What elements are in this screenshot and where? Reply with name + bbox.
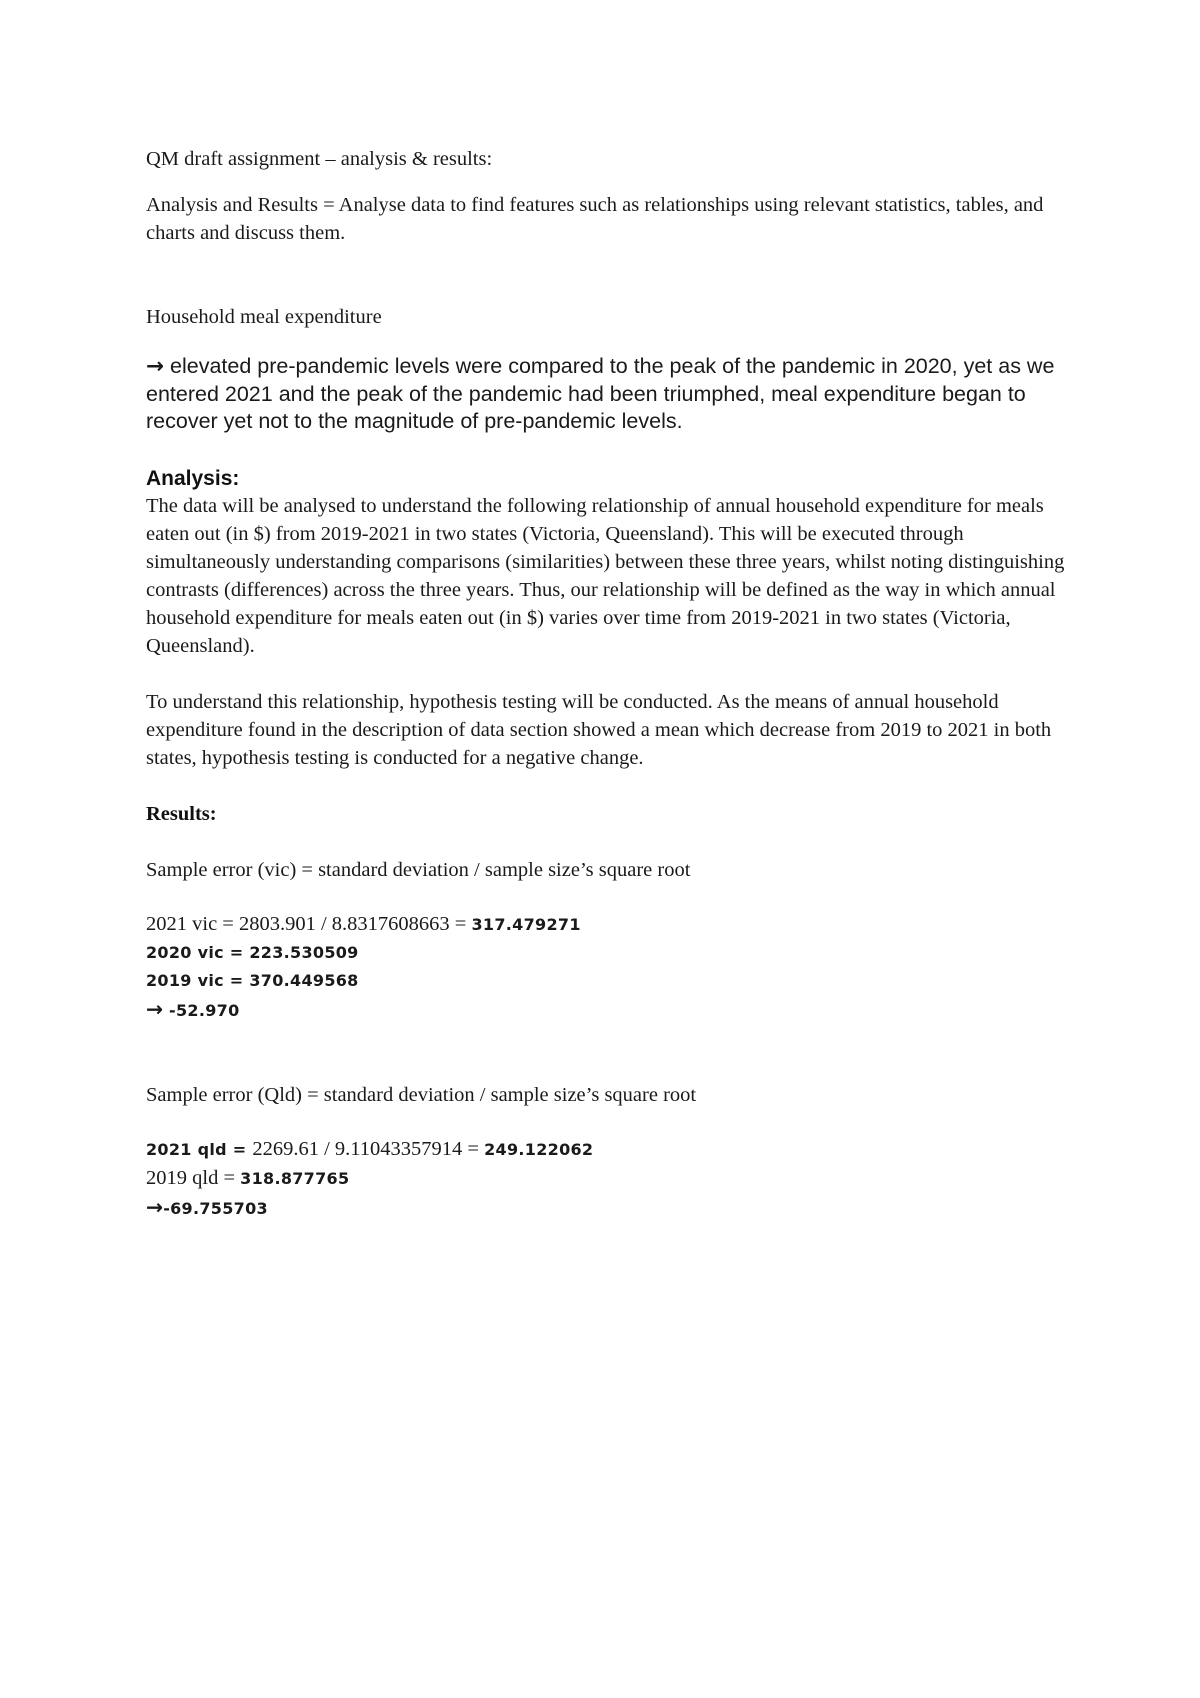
analysis-heading: Analysis: xyxy=(146,466,240,490)
section-heading: Household meal expenditure xyxy=(146,306,382,328)
qld-2019-line xyxy=(146,1164,1076,1193)
analysis-paragraph-2: To understand this relationship, hypothesis testing will be conducted. As the means of annual household expenditure found in the description of data section showed a mean which decrease from 2019 to 2021 in both states, hypothesis testing is conducted for a negative change. xyxy=(146,690,1052,769)
vic-formula: Sample error (vic) = standard deviation / sample size’s square root xyxy=(146,858,691,881)
vic-2020-line: 2020 vic = 223.530509 xyxy=(146,942,359,962)
vic-2021-line xyxy=(146,910,1076,939)
qld-2021-calc: 2269.61 / 9.11043357914 = xyxy=(252,1137,485,1160)
qld-2021-value: 249.122062 xyxy=(484,1139,594,1159)
analysis-paragraph-1: The data will be analysed to understand the following relationship of annual household expenditure for meals eaten out (in $) from 2019-2021 in two states (Victoria, Queensland). This will be executed through simultaneously understanding comparisons (similarities) between these three years, whilst noting distinguishing contrasts (differences) across the three years. Thus, our relationship will be defined as the way in which annual household expenditure for meals eaten out (in $) varies over time from 2019-2021 in two states (Victoria, Queensland). xyxy=(146,494,1065,657)
summary-text: elevated pre-pandemic levels were compared to the peak of the pandemic in 2020, yet as we entered 2021 and the peak of the pandemic had been triumphed, meal expenditure began to recover yet not to the magnitude of pre-pandemic levels. xyxy=(146,354,1055,433)
qld-result-line xyxy=(146,1193,1076,1223)
results-heading: Results: xyxy=(146,802,217,825)
qld-formula: Sample error (Qld) = standard deviation / sample size’s square root xyxy=(146,1083,697,1106)
qld-2019-label: 2019 qld = xyxy=(146,1166,241,1189)
document-body xyxy=(146,145,1076,1223)
vic-2021-value: 317.479271 xyxy=(471,914,581,934)
qld-2021-line xyxy=(146,1135,1076,1164)
vic-2021-calc: 2021 vic = 2803.901 / 8.8317608663 = xyxy=(146,912,472,935)
vic-2019-line: 2019 vic = 370.449568 xyxy=(146,970,359,990)
qld-2021-label: 2021 qld = xyxy=(146,1139,253,1159)
vic-result-line xyxy=(146,995,1076,1025)
vic-result-value: -52.970 xyxy=(163,1000,240,1020)
arrow-icon: → xyxy=(146,354,165,379)
qld-result-value: -69.755703 xyxy=(163,1198,268,1218)
spacer xyxy=(146,1025,1076,1081)
summary-paragraph xyxy=(146,353,1076,436)
qld-2019-value: 318.877765 xyxy=(240,1168,350,1188)
arrow-icon: → xyxy=(146,1194,164,1219)
document-title: QM draft assignment – analysis & results: xyxy=(146,148,493,170)
arrow-icon: → xyxy=(146,996,164,1021)
intro-paragraph: Analysis and Results = Analyse data to find features such as relationships using relevant statistics, tables, and charts and discuss them. xyxy=(146,194,1044,244)
